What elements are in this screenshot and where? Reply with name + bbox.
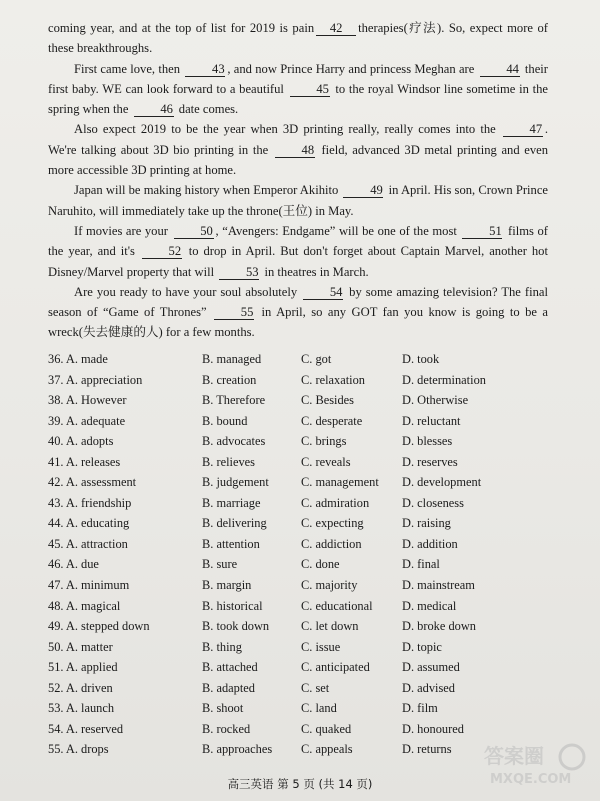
option-a: 40. A. adopts — [48, 434, 114, 449]
text: their first baby. WE can look forward to a beautiful — [48, 61, 548, 96]
text: . We're talking about 3D bio printing in the — [48, 122, 548, 157]
text: field, advanced 3D metal printing and even more accessible 3D printing at home. — [48, 142, 549, 178]
option-a: 55. A. drops — [48, 742, 109, 757]
option-a: 42. A. assessment — [48, 475, 137, 490]
option-row — [48, 701, 558, 722]
option-c: C. appeals — [301, 742, 353, 757]
option-b: B. historical — [202, 598, 263, 613]
option-b: B. thing — [202, 639, 242, 654]
option-b: B. approaches — [202, 742, 273, 757]
option-b: B. attached — [202, 660, 258, 675]
text: films of the year, and it's — [48, 223, 548, 259]
option-a: 43. A. friendship — [48, 495, 132, 510]
option-row — [48, 475, 558, 496]
blank-43: 43 — [185, 62, 225, 77]
text: in April. His son, Crown Prince Naruhito, will immediately take up the throne(王位) in May. — [48, 183, 548, 218]
option-d: D. raising — [402, 516, 451, 531]
paragraph-4 — [48, 180, 548, 221]
option-row — [48, 373, 558, 394]
option-b: B. rocked — [202, 721, 251, 736]
text: coming year, and at the top of list for 2019 is pain — [48, 21, 315, 35]
option-row — [48, 434, 558, 455]
text: by some amazing television? The final season of “Game of Thrones” — [48, 284, 548, 320]
blank-42: 42 — [316, 21, 356, 36]
option-d: D. addition — [402, 536, 458, 551]
answer-options — [48, 352, 558, 763]
option-row — [48, 537, 558, 558]
option-c: C. done — [301, 557, 340, 572]
option-a: 53. A. launch — [48, 701, 115, 716]
option-a: 45. A. attraction — [48, 536, 128, 551]
text: Also expect 2019 to be the year when 3D printing really, really comes into the — [74, 122, 496, 137]
option-d: D. determination — [402, 372, 486, 387]
option-c: C. expecting — [301, 516, 364, 531]
option-d: D. mainstream — [402, 578, 475, 593]
option-a: 49. A. stepped down — [48, 619, 150, 634]
watermark-text: 答案圈 — [484, 744, 544, 768]
blank-53: 53 — [219, 265, 259, 280]
text: therapies(疗法). So, expect more of these breakthroughs. — [48, 21, 548, 56]
option-a: 48. A. magical — [48, 598, 121, 613]
text: date comes. — [178, 102, 239, 117]
option-d: D. blesses — [402, 434, 453, 449]
blank-55: 55 — [214, 305, 254, 320]
option-d: D. development — [402, 475, 482, 490]
option-b: B. margin — [202, 578, 252, 593]
blank-48: 48 — [275, 143, 315, 158]
option-row — [48, 455, 558, 476]
option-c: C. brings — [301, 434, 347, 449]
blank-49: 49 — [343, 183, 383, 198]
text: in April, so any GOT fan you know is going to be a wreck(失去健康的人) for a few months. — [48, 305, 549, 340]
paragraph-3 — [48, 119, 548, 180]
option-c: C. issue — [301, 639, 341, 654]
option-b: B. judgement — [202, 475, 269, 490]
watermark-circle — [560, 745, 584, 769]
option-a: 39. A. adequate — [48, 413, 126, 428]
option-d: D. reluctant — [402, 413, 461, 428]
text: , “Avengers: Endgame” will be one of the most — [215, 223, 457, 238]
option-d: D. honoured — [402, 721, 464, 736]
option-b: B. sure — [202, 557, 238, 572]
option-d: D. final — [402, 557, 440, 572]
text: Are you ready to have your soul absolutely — [74, 284, 298, 299]
option-d: D. assumed — [402, 660, 460, 675]
option-c: C. relaxation — [301, 372, 365, 387]
option-b: B. shoot — [202, 701, 244, 716]
option-a: 36. A. made — [48, 352, 108, 366]
option-a: 51. A. applied — [48, 660, 118, 675]
option-b: B. creation — [202, 372, 257, 387]
option-row — [48, 660, 558, 681]
watermark-sub: MXQE.COM — [490, 772, 572, 787]
option-d: D. closeness — [402, 495, 464, 510]
option-b: B. advocates — [202, 434, 266, 449]
option-row — [48, 496, 558, 517]
option-row — [48, 681, 558, 702]
text: to the royal Windsor line sometime in the spring when the — [48, 81, 548, 117]
text: in theatres in March. — [264, 264, 369, 279]
option-a: 46. A. due — [48, 557, 99, 572]
option-row — [48, 393, 558, 414]
option-c: C. got — [301, 352, 332, 366]
blank-50: 50 — [174, 224, 214, 239]
option-b: B. relieves — [202, 454, 255, 469]
blank-54: 54 — [303, 285, 343, 300]
option-c: C. addiction — [301, 536, 362, 551]
blank-46: 46 — [134, 102, 174, 117]
watermark-logo — [480, 739, 590, 789]
option-c: C. management — [301, 475, 379, 490]
page-footer: 高三英语 第 5 页 (共 14 页) — [227, 777, 373, 791]
paragraph-2 — [48, 59, 548, 120]
option-a: 37. A. appreciation — [48, 372, 143, 387]
option-a: 54. A. reserved — [48, 721, 124, 736]
option-row — [48, 640, 558, 661]
option-c: C. reveals — [301, 454, 351, 469]
option-b: B. Therefore — [202, 393, 266, 408]
option-row — [48, 352, 558, 373]
option-row — [48, 599, 558, 620]
option-a: 47. A. minimum — [48, 578, 130, 593]
option-d: D. advised — [402, 680, 455, 695]
option-c: C. Besides — [301, 393, 355, 408]
option-d: D. returns — [402, 742, 452, 757]
option-c: C. land — [301, 701, 337, 716]
option-a: 38. A. However — [48, 393, 127, 408]
option-row — [48, 619, 558, 640]
option-b: B. adapted — [202, 680, 255, 695]
option-d: D. film — [402, 701, 438, 716]
option-b: B. delivering — [202, 516, 267, 531]
option-c: C. let down — [301, 619, 359, 634]
option-b: B. managed — [202, 352, 262, 366]
text: First came love, then — [74, 61, 181, 76]
option-row — [48, 557, 558, 578]
option-b: B. attention — [202, 536, 260, 551]
option-c: C. majority — [301, 578, 358, 593]
option-b: B. took down — [202, 619, 270, 634]
option-c: C. quaked — [301, 721, 352, 736]
option-a: 41. A. releases — [48, 454, 121, 469]
option-c: C. desperate — [301, 413, 363, 428]
option-d: D. broke down — [402, 619, 476, 634]
option-c: C. set — [301, 680, 330, 695]
option-d: D. topic — [402, 639, 442, 654]
option-row — [48, 516, 558, 537]
paragraph-1 — [48, 18, 548, 59]
blank-52: 52 — [142, 244, 182, 259]
blank-44: 44 — [480, 62, 520, 77]
text: Japan will be making history when Emperor Akihito — [74, 183, 339, 198]
option-c: C. educational — [301, 598, 373, 613]
option-d: D. medical — [402, 598, 457, 613]
text: to drop in April. But don't forget about Captain Marvel, another hot Disney/Marvel property that will — [48, 244, 548, 279]
option-a: 50. A. matter — [48, 639, 113, 654]
paragraph-5 — [48, 221, 548, 282]
blank-47: 47 — [503, 122, 543, 137]
option-d: D. reserves — [402, 454, 458, 469]
option-a: 52. A. driven — [48, 680, 113, 695]
option-d: D. Otherwise — [402, 393, 469, 408]
option-row — [48, 578, 558, 599]
option-b: B. marriage — [202, 495, 261, 510]
blank-51: 51 — [462, 224, 502, 239]
option-c: C. anticipated — [301, 660, 370, 675]
paragraph-6 — [48, 282, 548, 343]
option-c: C. admiration — [301, 495, 370, 510]
option-row — [48, 414, 558, 435]
option-a: 44. A. educating — [48, 516, 130, 531]
passage — [48, 18, 548, 343]
blank-45: 45 — [290, 82, 330, 97]
option-d: D. took — [402, 352, 440, 366]
text: If movies are your — [74, 223, 168, 238]
text: , and now Prince Harry and princess Meghan are — [227, 61, 475, 76]
option-b: B. bound — [202, 413, 248, 428]
